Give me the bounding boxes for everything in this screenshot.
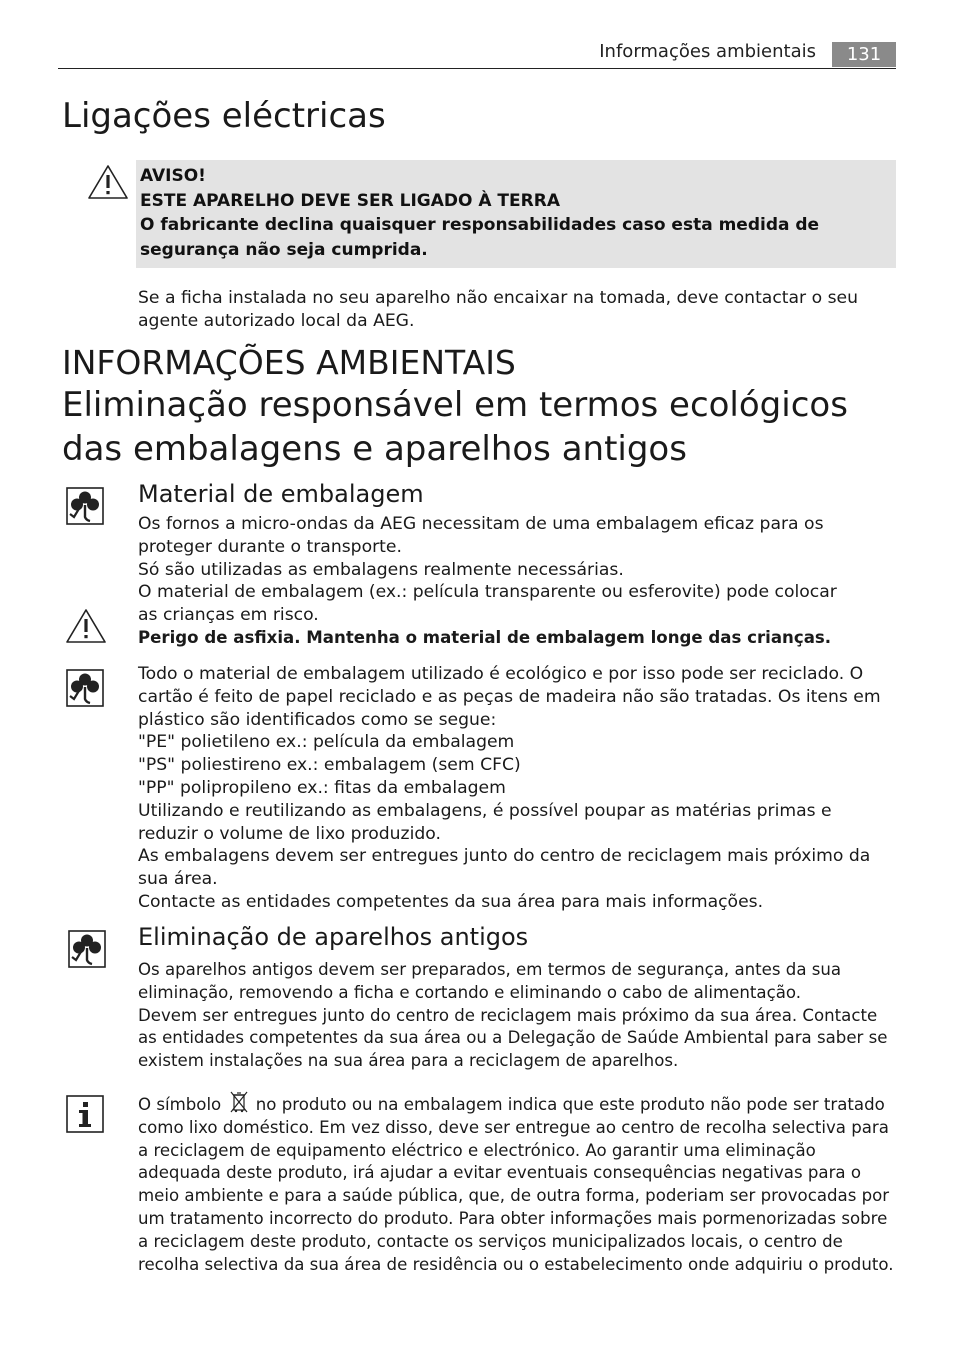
old-appliances-line: Devem ser entregues junto do centro de reciclagem mais próximo da sua área. Contacte as entidades competentes da sua área ou a Delegação de Saúde Ambiental para saber se existem instalações na sua área para a reciclagem de aparelhos.	[138, 1005, 888, 1071]
packaging-title: Material de embalagem	[138, 480, 424, 508]
environment-subtitle: Eliminação responsável em termos ecológicos das embalagens e aparelhos antigos	[62, 385, 848, 469]
page-number: 131	[832, 42, 896, 67]
old-appliances-title: Eliminação de aparelhos antigos	[138, 923, 529, 951]
electrical-note-text: Se a ficha instalada no seu aparelho não encaixar na tomada, deve contactar o seu agente autorizado local da AEG.	[138, 288, 858, 331]
recycling-line: Todo o material de embalagem utilizado é ecológico e por isso pode ser reciclado. O cartão é feito de papel reciclado e as peças de madeira não são tratadas. Os itens em plástico são identificados como se segue:	[138, 664, 881, 730]
info-icon	[66, 1095, 104, 1133]
recycling-line: "PP" polipropileno ex.: fitas da embalagem	[138, 777, 506, 798]
warning-detail: O fabricante declina quaisquer responsabilidades caso esta medida de segurança não seja cumprida.	[140, 215, 820, 260]
symbol-info-lead: O símbolo	[138, 1095, 222, 1114]
packaging-line: Os fornos a micro-ondas da AEG necessitam de uma embalagem eficaz para os proteger durante o transporte.	[138, 514, 824, 557]
packaging-text	[138, 513, 858, 650]
warning-box	[136, 160, 896, 268]
recycling-line: Utilizando e reutilizando as embalagens, é possível poupar as matérias primas e reduzir o volume de lixo produzido.	[138, 800, 832, 844]
recycling-line: Contacte as entidades competentes da sua área para mais informações.	[138, 891, 764, 912]
warning-triangle-icon	[64, 607, 108, 645]
packaging-warning: Perigo de asfixia. Mantenha o material de embalagem longe das crianças.	[138, 627, 832, 647]
old-appliances-line: Os aparelhos antigos devem ser preparados, em termos de segurança, antes da sua eliminação, removendo a ficha e cortando e eliminando o cabo de alimentação.	[138, 960, 842, 1002]
warning-heading: ESTE APARELHO DEVE SER LIGADO À TERRA	[140, 190, 560, 211]
clover-environment-icon	[66, 669, 104, 707]
warning-triangle-icon	[86, 163, 130, 201]
old-appliances-text	[138, 959, 890, 1073]
packaging-line: O material de embalagem (ex.: película transparente ou esferovite) pode colocar as crianças em risco.	[138, 582, 837, 626]
symbol-info-paragraph	[138, 1090, 894, 1276]
recycling-text	[138, 663, 896, 914]
electrical-note	[138, 287, 878, 333]
symbol-info-text	[138, 1090, 894, 1276]
clover-environment-icon	[66, 487, 104, 525]
crossed-bin-icon	[229, 1090, 249, 1114]
header-divider	[58, 68, 896, 69]
electrical-title: Ligações eléctricas	[62, 96, 386, 136]
packaging-line: Só são utilizadas as embalagens realmente necessárias.	[138, 559, 624, 580]
recycling-line: "PS" poliestireno ex.: embalagem (sem CFC)	[138, 755, 521, 776]
warning-label: AVISO!	[140, 166, 206, 186]
symbol-info-body: no produto ou na embalagem indica que este produto não pode ser tratado como lixo doméstico. Em vez disso, deve ser entregue ao centro de recolha selectiva para a reciclagem de equipamento eléctrico e electrónico. Ao garantir uma eliminação adequada deste produto, irá ajudar a evitar eventuais consequências negativas para o meio ambiente e para a saúde pública, que, de outra forma, poderiam ser provocadas por um tratamento incorrecto do produto. Para obter informações mais pormenorizadas sobre a reciclagem deste produto, contacte os serviços municipalizados locais, o centro de recolha selectiva da sua área de residência ou o estabelecimento onde adquiriu o produto.	[138, 1095, 894, 1274]
environment-title: INFORMAÇÕES AMBIENTAIS	[62, 343, 516, 382]
recycling-line: As embalagens devem ser entregues junto do centro de reciclagem mais próximo da sua área.	[138, 846, 871, 890]
clover-environment-icon	[68, 930, 106, 968]
recycling-line: "PE" polietileno ex.: película da embalagem	[138, 732, 515, 753]
running-header: Informações ambientais	[599, 41, 816, 62]
